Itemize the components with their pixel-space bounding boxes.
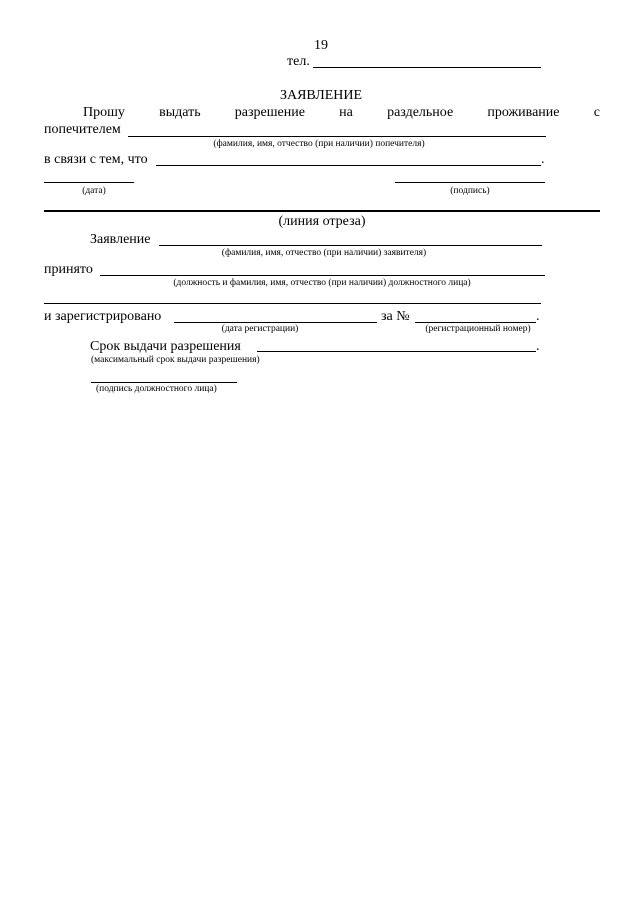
phone-label: тел. <box>287 54 310 69</box>
applicant-field[interactable] <box>159 245 542 246</box>
request-word: на <box>339 105 353 120</box>
request-word: проживание <box>487 105 560 120</box>
term-period: . <box>536 339 540 354</box>
phone-field[interactable] <box>313 67 541 68</box>
date-field[interactable] <box>44 182 134 183</box>
official-signature-field[interactable] <box>91 382 237 383</box>
reason-field[interactable] <box>156 165 541 166</box>
official-field-continued[interactable] <box>44 303 541 304</box>
official-caption: (должность и фамилия, имя, отчество (при наличии) должностного лица) <box>173 278 471 288</box>
official-field[interactable] <box>100 275 545 276</box>
term-label: Срок выдачи разрешения <box>90 339 241 354</box>
reg-date-field[interactable] <box>174 322 377 323</box>
cut-line <box>44 210 600 212</box>
request-word: Прошу <box>83 105 125 120</box>
guardian-caption: (фамилия, имя, отчество (при наличии) попечителя) <box>213 139 425 149</box>
date-caption: (дата) <box>82 186 106 196</box>
cut-line-label: (линия отреза) <box>278 214 366 229</box>
request-word: раздельное <box>387 105 454 120</box>
reg-number-caption: (регистрационный номер) <box>425 324 531 334</box>
registered-label: и зарегистрировано <box>44 309 162 324</box>
term-caption: (максимальный срок выдачи разрешения) <box>91 355 260 365</box>
number-label: за № <box>381 309 410 324</box>
request-word: с <box>593 105 600 120</box>
reg-number-field[interactable] <box>415 322 536 323</box>
signature-caption: (подпись) <box>450 186 490 196</box>
guardian-field[interactable] <box>128 136 546 137</box>
reg-date-caption: (дата регистрации) <box>221 324 299 334</box>
reason-period: . <box>541 152 545 167</box>
request-word: выдать <box>159 105 201 120</box>
page-number: 19 <box>314 38 328 53</box>
request-word: разрешение <box>234 105 305 120</box>
request-line <box>83 105 600 121</box>
signature-field[interactable] <box>395 182 545 183</box>
term-field[interactable] <box>257 351 536 352</box>
official-signature-caption: (подпись должностного лица) <box>96 384 217 394</box>
applicant-caption: (фамилия, имя, отчество (при наличии) заявителя) <box>221 248 427 258</box>
guardian-label: попечителем <box>44 122 121 137</box>
document-title: ЗАЯВЛЕНИЕ <box>279 88 363 103</box>
reg-number-period: . <box>536 309 540 324</box>
reason-label: в связи с тем, что <box>44 152 148 167</box>
accepted-label: принято <box>44 262 93 277</box>
application-label: Заявление <box>90 232 151 247</box>
